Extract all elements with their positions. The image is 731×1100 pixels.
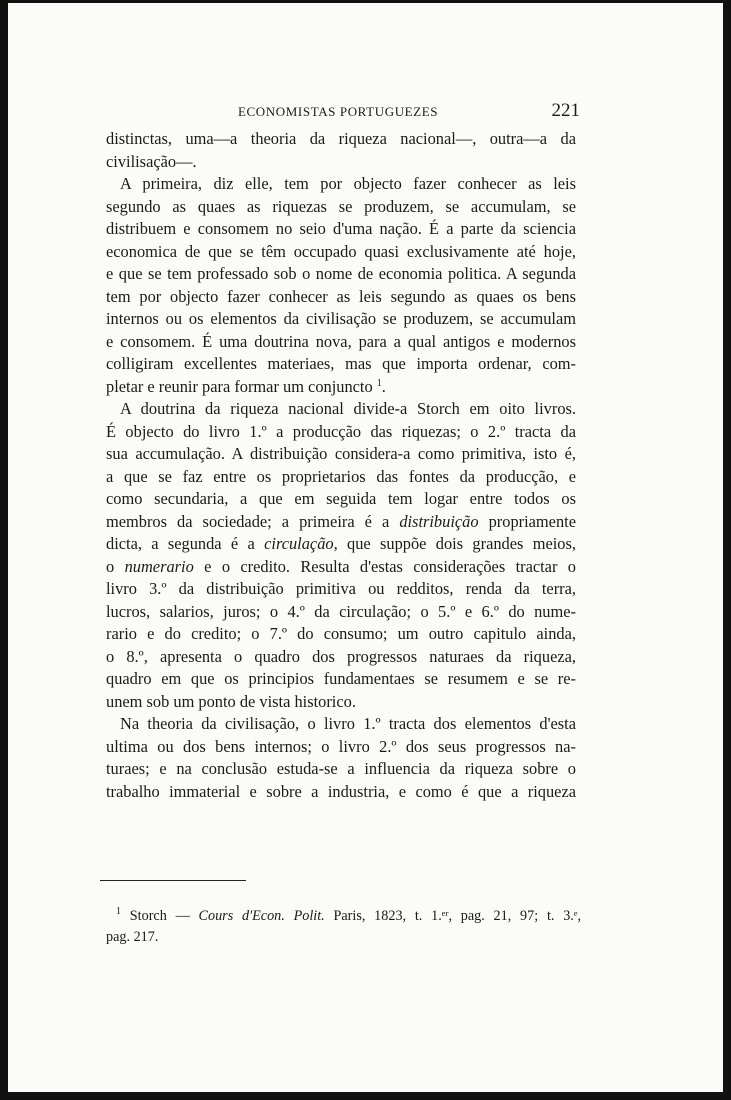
body-text [106,128,576,803]
footnote-reference: 1 [376,377,382,389]
text-segment: e o credito. Resulta d'estas considerações tractar o [204,556,576,576]
text-line: ultima ou dos bens internos; o livro 2.º dos seus progressos na- [106,736,576,756]
text-segment: membros da sociedade; a primeira é a [106,511,390,531]
footnote-marker: 1 [116,906,121,917]
text-line: unem sob um ponto de vista historico. [106,691,356,711]
text-line: como secundaria, a que em seguida tem logar entre todos os [106,489,576,508]
text-line: livro 3.º da distribuição primitiva ou redditos, renda da terra, [106,579,576,598]
italic-term: distribuição [399,511,479,531]
footnote-author: Storch — [129,908,190,924]
text-segment: propriamente [488,511,576,531]
text-segment: dicta, a segunda é a [106,534,255,553]
text-segment: o [106,556,115,576]
text-line: É objecto do livro 1.º a producção das riquezas; o 2.º tracta da [106,421,576,441]
text-line: distinctas, uma—a theoria da riqueza nacional—, outra—a da [106,129,576,148]
text-line: quadro em que os principios fundamentaes se resumem e se re- [106,669,576,688]
text-line: e consomem. É uma doutrina nova, para a qual antigos e modernos [106,331,576,351]
footnote-rule [100,880,246,881]
text-line [106,533,576,556]
page-header [106,100,580,128]
footnote-line [106,906,581,927]
text-line: colligiram excellentes materiaes, mas que importa ordenar, com- [106,354,576,373]
footnote-work-title: Cours d'Econ. Polit. [198,908,325,924]
text-line: internos ou os elementos da civilisação se produzem, se accumulam [106,309,576,328]
text-line [106,511,576,534]
text-line: sua accumulação. A distribuição considera-a como primitiva, isto é, [106,444,576,463]
text-line: trabalho immaterial e sobre a industria, e como é que a riqueza [106,781,576,801]
text-line: segundo as quaes as riquezas se produzem, se accumulam, se [106,196,576,216]
text-line: tem por objecto fazer conhecer as leis segundo as quaes os bens [106,286,576,306]
text-line: e que se tem professado sob o nome de economia politica. A segunda [106,264,576,283]
text-line: o 8.º, apresenta o quadro dos progressos naturaes da riqueza, [106,646,576,666]
text-line [106,556,576,579]
text-line: a que se faz entre os proprietarios das fontes da producção, e [106,466,576,486]
italic-term: numerario [124,556,194,576]
footnote [106,906,581,948]
text-line: turaes; e na conclusão estuda-se a influencia da riqueza sobre o [106,759,576,778]
document-page [106,100,580,803]
page-number: 221 [551,100,580,121]
text-line: pletar e reunir para formar um conjuncto $^1$. [106,376,386,396]
text-segment: pletar e reunir para formar um conjuncto [106,376,373,396]
text-line: lucros, salarios, juros; o 4.º da circulação; o 5.º e 6.º do nume- [106,601,576,621]
footnote-line: pag. 217. [106,929,159,945]
italic-term: circulação, [264,534,338,553]
footnote-citation: Paris, 1823, t. 1.ᵉʳ, pag. 21, 97; t. 3.ᵉ, [333,908,582,924]
text-line: Na theoria da civilisação, o livro 1.º tracta dos elementos d'esta [120,714,576,733]
text-line: economica de que se têm occupado quasi exclusivamente até hoje, [106,241,576,261]
running-title: ECONOMISTAS PORTUGUEZES [238,104,439,119]
text-line: rario e do credito; o 7.º do consumo; um outro capitulo ainda, [106,624,576,643]
text-segment: que suppõe dois grandes meios, [347,534,576,553]
text-line: civilisação—. [106,151,197,171]
text-line: A doutrina da riqueza nacional divide-a Storch em oito livros. [120,399,576,418]
text-line: distribuem e consomem no seio d'uma nação. É a parte da sciencia [106,219,576,238]
text-line: A primeira, diz elle, tem por objecto fazer conhecer as leis [120,174,576,193]
